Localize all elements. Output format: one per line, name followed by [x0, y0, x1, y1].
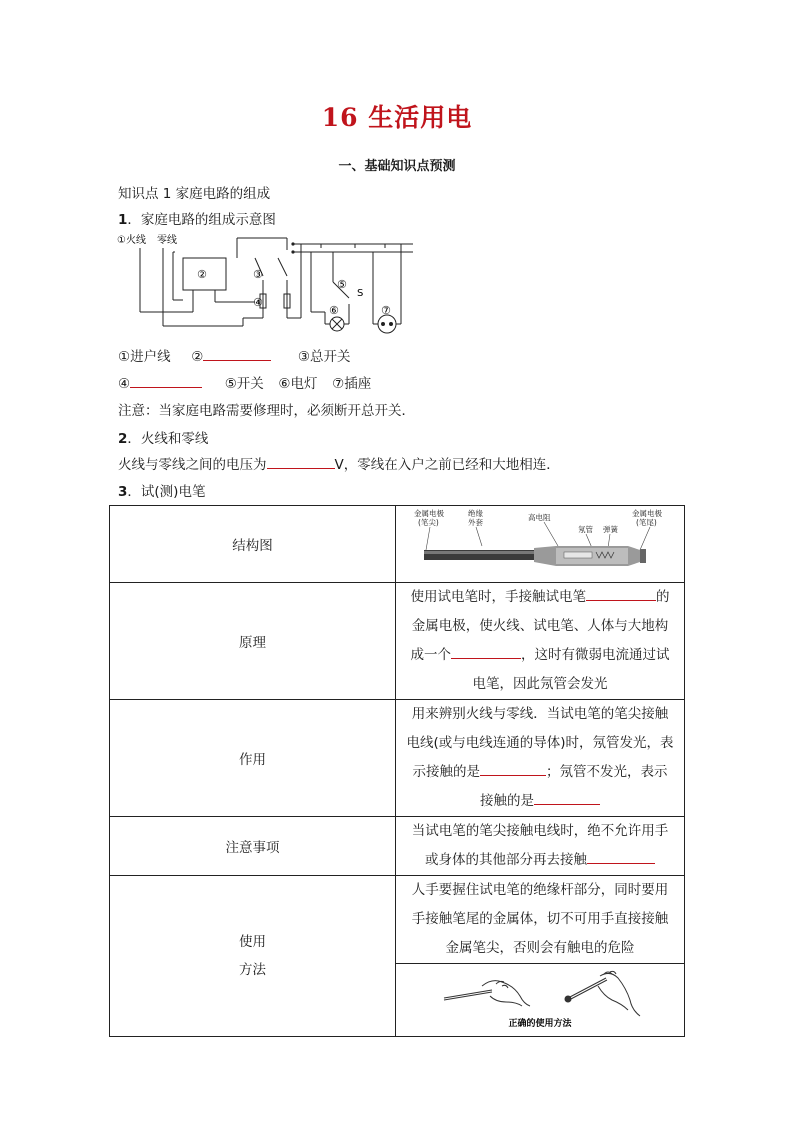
function-line-4a: 接触的是 [480, 793, 534, 809]
diagram-c7: ⑦ [381, 304, 391, 317]
usage-line-2: 手接触笔尾的金属体，切不可用手直接接触 [411, 911, 669, 927]
diagram-c2: ② [197, 268, 207, 281]
question-2-dot: ． [127, 431, 141, 447]
usage-label-line-1: 使用 [239, 934, 266, 950]
usage-line-3: 金属笔尖，否则会有触电的危险 [445, 940, 635, 956]
voltage-line [118, 453, 560, 473]
question-1-text: 家庭电路的组成示意图 [140, 212, 276, 228]
principle-line-3a: 成一个 [410, 647, 451, 663]
part-6: ⑥电灯 [278, 376, 318, 392]
table-row-function [110, 700, 685, 817]
note-text: 注意：当家庭电路需要修理时，必须断开总开关． [118, 403, 415, 419]
parts-line-1 [118, 345, 351, 365]
part-2: ② [191, 349, 204, 365]
part-5: ⑤开关 [224, 376, 264, 392]
precautions-line-2a: 或身体的其他部分再去接触 [425, 852, 587, 868]
function-line-1: 用来辨别火线与零线．当试电笔的笔尖接触 [411, 706, 669, 722]
question-1 [118, 208, 276, 228]
function-label: 作用 [110, 700, 396, 817]
function-content [396, 700, 685, 817]
principle-line-3b: ，这时有微弱电流通过试 [521, 647, 670, 663]
correct-usage-illustration [430, 964, 650, 1032]
function-line-3 [396, 758, 684, 787]
precautions-label: 注意事项 [110, 817, 396, 876]
function-line-3b: ；氖管不发光，表示 [546, 764, 668, 780]
principle-line-4: 电笔，因此氖管会发光 [472, 676, 608, 692]
diagram-c4: ④ [253, 296, 263, 309]
voltage-text-b: V，零线在入户之前已经和大地相连． [334, 457, 560, 473]
function-line-4 [396, 787, 684, 816]
section-heading: 一、基础知识点预测 [338, 159, 456, 174]
pen-label-neon: 氖管 [578, 525, 593, 534]
voltage-text-a: 火线与零线之间的电压为 [118, 457, 267, 473]
diagram-c3: ③ [253, 268, 263, 281]
part-2-blank[interactable] [203, 346, 271, 361]
principle-blank-1[interactable] [586, 586, 656, 601]
pen-label-insul: 绝缘 [468, 509, 483, 518]
principle-line-1a: 使用试电笔时，手接触试电笔 [410, 589, 586, 605]
precautions-content [396, 817, 685, 876]
test-pen-structure-diagram [396, 506, 684, 578]
usage-content [396, 876, 685, 964]
principle-line-1 [396, 583, 684, 612]
pen-label-tail2: (笔尾) [636, 518, 657, 527]
principle-content [396, 583, 685, 700]
part-4-blank[interactable] [130, 373, 202, 388]
function-line-3a: 示接触的是 [412, 764, 480, 780]
usage-label-line-2: 方法 [239, 962, 266, 978]
principle-line-2: 金属电极，使火线、试电笔、人体与大地构 [411, 618, 669, 634]
voltage-blank[interactable] [267, 454, 335, 469]
question-3-number: 3 [118, 484, 128, 500]
parts-line-2 [118, 372, 371, 392]
table-row-principle [110, 583, 685, 700]
precautions-line-1: 当试电笔的笔尖接触电线时，绝不允许用手 [411, 823, 669, 839]
question-1-dot: ． [127, 212, 141, 228]
function-blank-1[interactable] [480, 761, 546, 776]
pen-label-insul2: 外套 [468, 518, 483, 527]
structure-label: 结构图 [110, 506, 396, 583]
function-line-2: 电线(或与电线连通的导体)时，氖管发光，表 [406, 735, 674, 751]
pen-label-resistor: 高电阻 [528, 513, 551, 522]
usage-caption: 正确的使用方法 [508, 1019, 572, 1029]
usage-label [110, 876, 396, 1037]
pen-label-tail: 金属电极 [632, 509, 662, 518]
part-3: ③总开关 [297, 349, 351, 365]
knowledge-point-1: 知识点 1 家庭电路的组成 [118, 186, 271, 202]
question-2 [118, 427, 208, 447]
household-circuit-diagram [115, 232, 420, 337]
table-row-structure [110, 506, 685, 583]
usage-image-cell [396, 964, 685, 1037]
question-3-text: 试(测)电笔 [140, 484, 206, 500]
question-1-number: 1 [118, 212, 128, 228]
pen-label-tip2: (笔尖) [418, 518, 439, 527]
principle-line-1b: 的 [656, 589, 670, 605]
table-row-precautions [110, 817, 685, 876]
pen-label-spring: 弹簧 [603, 525, 618, 534]
pen-label-tip: 金属电极 [414, 509, 444, 518]
question-3 [118, 480, 205, 500]
precautions-line-2 [396, 846, 684, 875]
precautions-blank[interactable] [587, 849, 655, 864]
function-blank-2[interactable] [534, 790, 600, 805]
diagram-label-live: ①火线 [117, 235, 146, 246]
diagram-label-neutral: 零线 [157, 235, 177, 246]
diagram-switch-s: S [357, 288, 364, 299]
principle-label: 原理 [110, 583, 396, 700]
page-title: 16 生活用电 [321, 103, 473, 132]
question-2-number: 2 [118, 431, 128, 447]
question-3-dot: ． [127, 484, 141, 500]
diagram-c5: ⑤ [337, 278, 347, 291]
principle-line-3 [396, 641, 684, 670]
table-row-usage-text [110, 876, 685, 964]
part-4: ④ [118, 376, 131, 392]
part-7: ⑦插座 [332, 376, 372, 392]
diagram-c6: ⑥ [329, 304, 339, 317]
question-2-text: 火线和零线 [140, 431, 209, 447]
usage-line-1: 人手要握住试电笔的绝缘杆部分，同时要用 [411, 882, 669, 898]
structure-image-cell [396, 506, 685, 583]
test-pen-table [109, 505, 685, 1037]
principle-blank-2[interactable] [451, 644, 521, 659]
part-1: ①进户线 [118, 349, 171, 365]
